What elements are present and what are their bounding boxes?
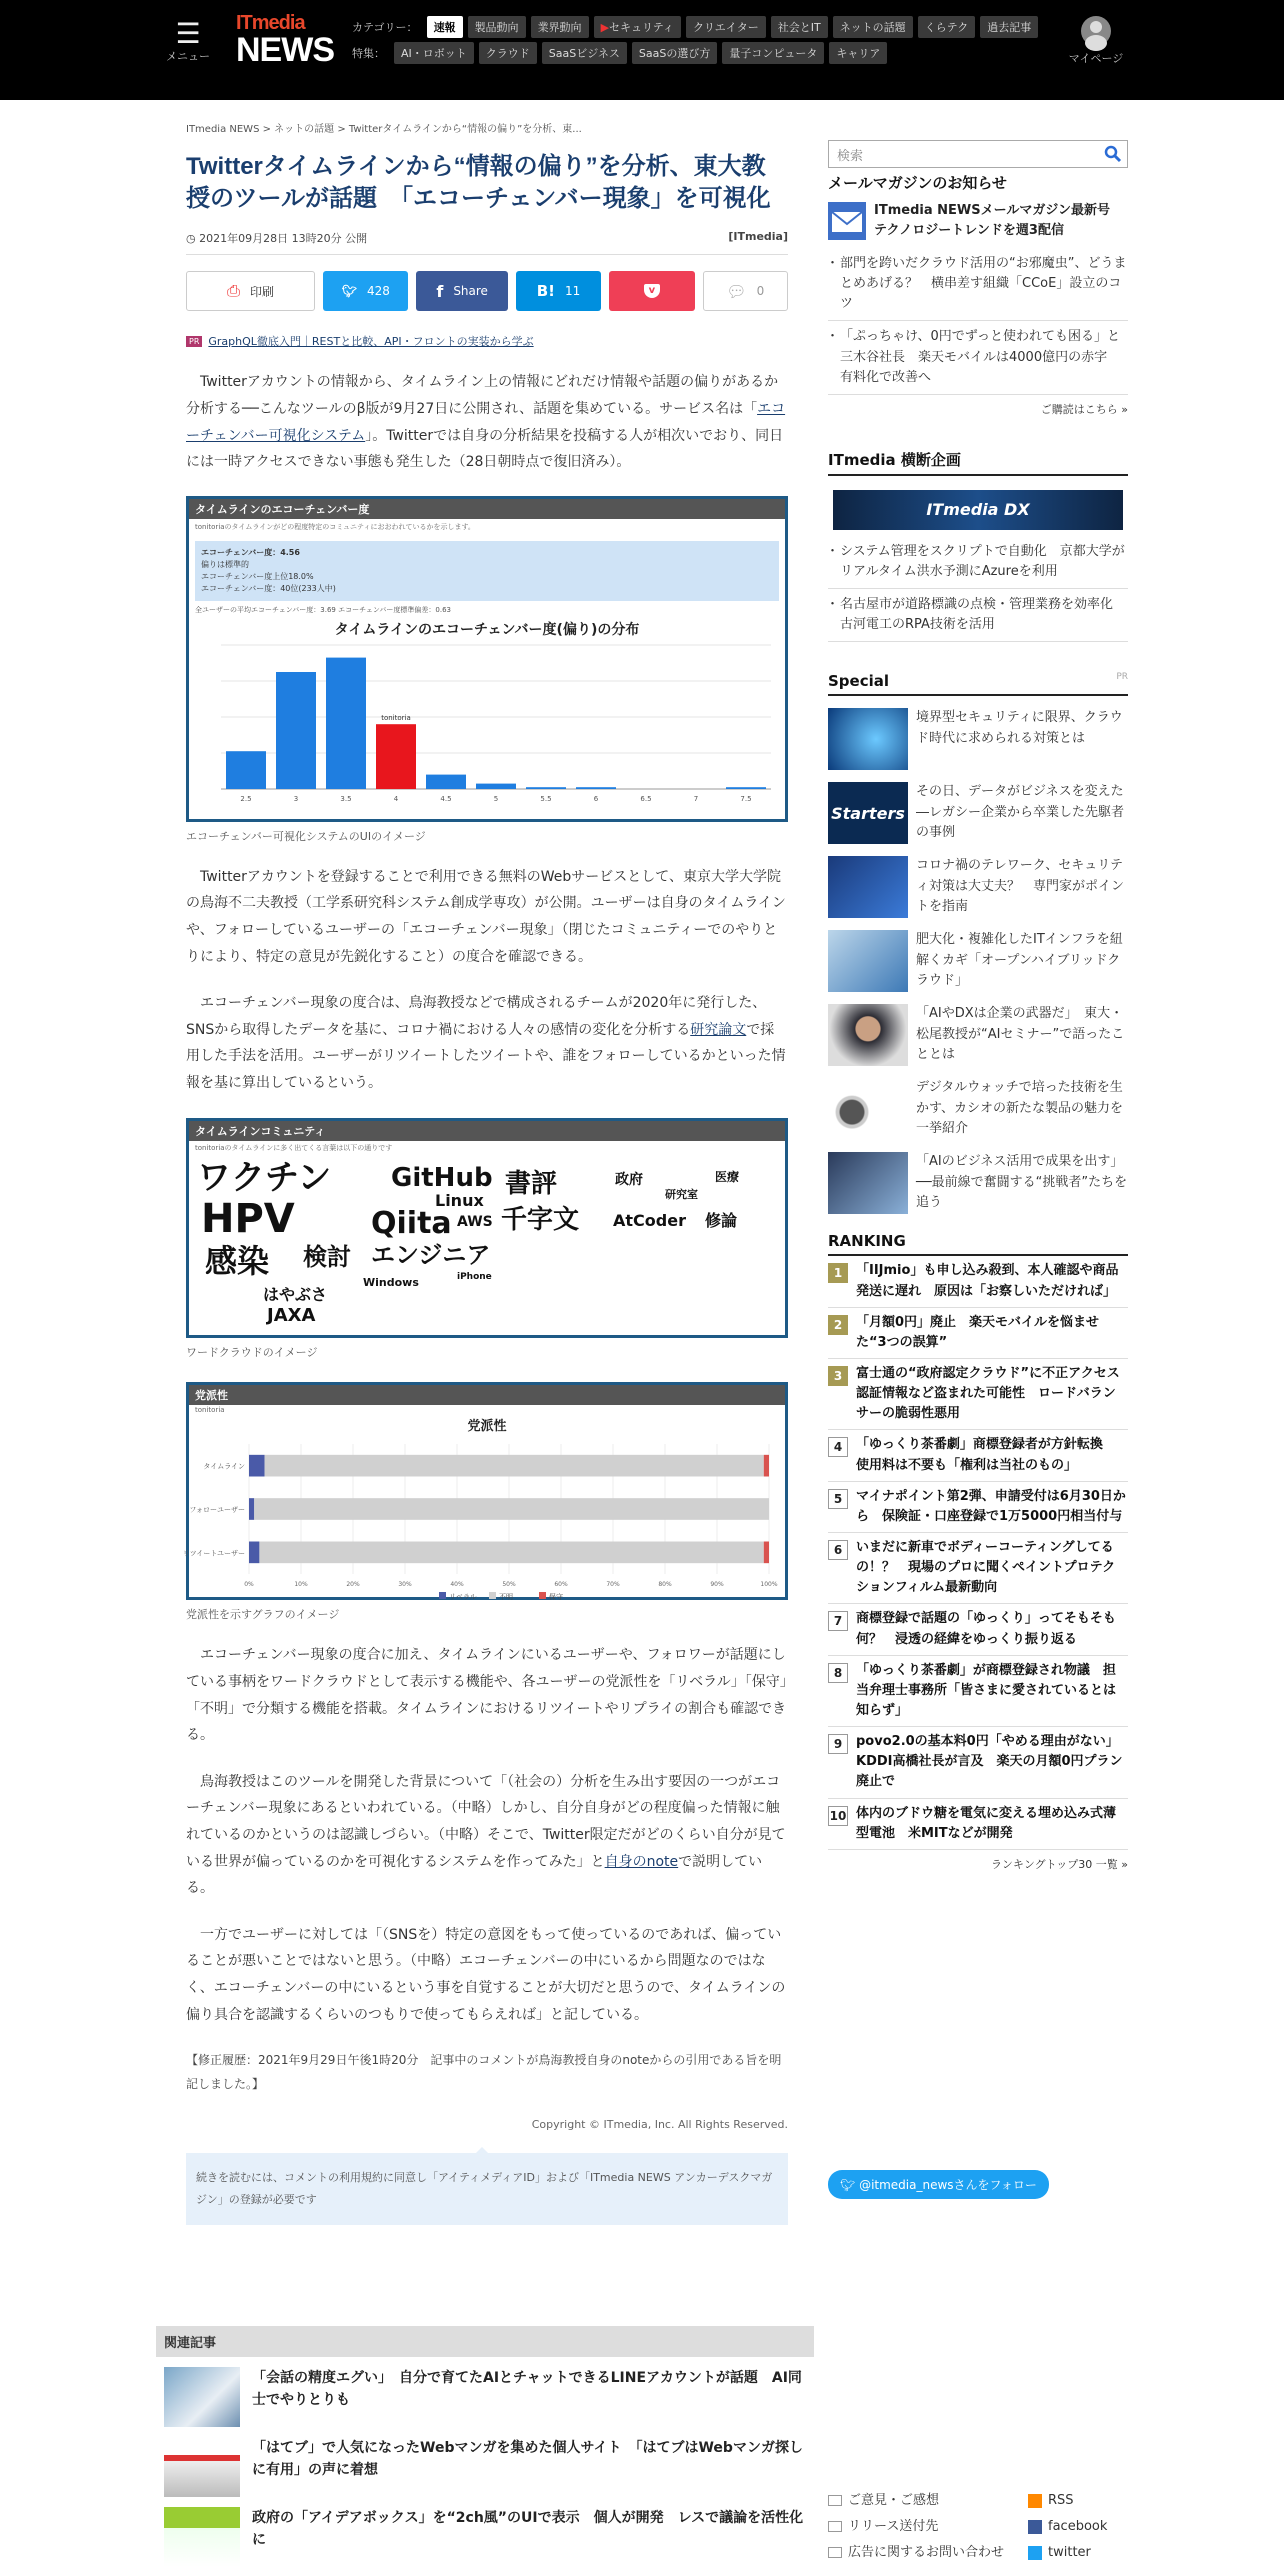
word: 千字文	[501, 1205, 580, 1236]
inline-link[interactable]: 研究論文	[690, 1021, 747, 1038]
nav-category-archive[interactable]: 過去記事	[980, 16, 1038, 38]
publish-date-text: 2021年09月28日 13時20分 公開	[199, 232, 368, 246]
x-tick-label: 50%	[502, 1581, 516, 1589]
mail-icon	[828, 202, 866, 240]
ranking-item[interactable]	[828, 1799, 1128, 1850]
paragraph-4: エコーチェンバー現象の度合に加え、タイムラインにいるユーザーや、フォロワーが話題にしている事柄をワードクラウドとして表示する機能や、各ユーザーの党派性を「リベラル」「保守」「不明」で分類する機能を搭載。タイムラインにおけるリツイートやリプライの割合も確認できる。	[186, 1647, 787, 1744]
stacked-bar-segment	[249, 1499, 254, 1521]
publish-date	[186, 230, 367, 246]
fig1-header: タイムラインのエコーチェンバー度	[189, 499, 785, 519]
ranking-item[interactable]	[828, 1482, 1128, 1533]
mailmag-item[interactable]: ・ 「ぷっちゃけ、0円でずっと使われても困る」と三木谷社長 楽天モバイルは4000億円の赤字 有料化で改善へ	[828, 321, 1128, 394]
follow-label: @itmedia_newsさんをフォロー	[859, 2178, 1037, 2192]
twitter-icon: 🐦︎	[840, 2178, 860, 2192]
word: 感染	[205, 1242, 270, 1281]
nav-category-society[interactable]: 社会とIT	[771, 16, 828, 38]
x-tick-label: 3.5	[340, 794, 352, 803]
nav-category-security[interactable]	[594, 16, 681, 38]
menu-button[interactable]	[164, 17, 212, 64]
related-item[interactable]	[156, 2367, 814, 2427]
pocket-button[interactable]	[609, 271, 694, 311]
copyright: Copyright © ITmedia, Inc. All Rights Reserved.	[531, 2118, 788, 2132]
rank-title: 「ゆっくり茶番劇」が商標登録され物議 担当弁理士事務所「皆さまに愛されているとは知らず」	[856, 1662, 1117, 1718]
ranking-item[interactable]	[828, 1533, 1128, 1604]
search-input[interactable]: 検索	[837, 148, 864, 164]
cross-item[interactable]: ・ 名古屋市が道路標識の点検・管理業務を効率化 古河電工のRPA技術を活用	[828, 589, 1128, 642]
nav-category-industry[interactable]: 業界動向	[531, 16, 589, 38]
mailmag-more-link[interactable]: ご購読はこちら »	[1040, 402, 1128, 416]
ranking-item[interactable]	[828, 1604, 1128, 1655]
legend-label: リベラル	[449, 1593, 477, 1602]
facebook-icon	[1028, 2520, 1042, 2534]
x-tick-label: 5.5	[540, 794, 552, 803]
special-title: デジタルウォッチで培った技術を生かす、カシオの新たな製品の魅力を一挙紹介	[916, 1080, 1123, 1136]
x-tick-label: 6.5	[640, 794, 652, 803]
special-title: 肥大化・複雑化したITインフラを紐解くカギ「オープンハイブリッドクラウド」	[916, 932, 1123, 988]
x-tick-label: 3	[293, 794, 299, 803]
fig1-info-box	[195, 541, 779, 601]
special-heading-text: Special	[828, 672, 890, 691]
fig1-info-line: 偏りは標準的	[201, 559, 249, 569]
site-logo[interactable]	[236, 12, 336, 69]
article	[182, 120, 788, 2225]
special-item[interactable]	[828, 1078, 1128, 1140]
histogram-bar	[326, 657, 366, 788]
x-tick-label: 5	[493, 794, 499, 803]
mailmag-title: ITmedia NEWSメールマガジン最新号 テクノロジートレンドを週3配信	[874, 203, 1124, 238]
sidebar	[828, 140, 1133, 1872]
promo-link[interactable]	[186, 333, 788, 349]
word: 政府	[615, 1172, 643, 1189]
footer-link-twitter[interactable]	[1028, 2540, 1128, 2566]
histogram-bar	[476, 783, 516, 788]
pr-badge: PR	[186, 336, 202, 347]
comment-count: 0	[756, 284, 765, 299]
ranking-more-link[interactable]: ランキングトップ30 一覧 »	[990, 1857, 1128, 1871]
mail-icon	[828, 2547, 842, 2558]
word: ワクチン	[197, 1158, 332, 1199]
fig3-header: 党派性	[189, 1385, 785, 1405]
nav-special-quantum[interactable]: 量子コンピュータ	[722, 42, 824, 64]
special-thumb	[828, 930, 908, 992]
facebook-share-label: Share	[453, 284, 488, 299]
word: エンジニア	[371, 1241, 491, 1270]
rank-title: 富士通の“政府認定クラウド”に不正アクセス 認証情報など盗まれた可能性 ロードバランサーの脆弱性悪用	[856, 1365, 1133, 1422]
nav-special-saas-select[interactable]: SaaSの選び方	[632, 42, 717, 64]
print-icon: ⎙	[227, 281, 240, 301]
nav-category-net[interactable]: ネットの話題	[833, 16, 913, 38]
clock-icon: ◷	[186, 232, 200, 246]
cross-item[interactable]: ・ システム管理をスクリプトで自動化 京都大学がリアルタイム洪水予測にAzureを利用	[828, 536, 1128, 589]
footer-links	[828, 2488, 1128, 2566]
paragraph-1-text: Twitterアカウントの情報から、タイムライン上の情報にどれだけ情報や話題の偏りがあるか分析する──こんなツールのβ版が9月27日に公開され、話題を集めている。サービス名は「エコーチェンバー可視化システム」。Twitterでは自身の分析結果を投稿する人が相次いでおり、同日には一時アクセスできない事態も発生した（28日朝時点で復旧済み）。	[186, 374, 786, 471]
twitter-follow-button[interactable]	[828, 2170, 1049, 2199]
ranking-item[interactable]	[828, 1430, 1128, 1481]
fig1-info-line: エコーチェンバー度上位18.0%	[201, 571, 314, 581]
rank-title: 商標登録で話題の「ゆっくり」ってそもそも何？ 浸透の経緯をゆっくり振り返る	[856, 1611, 1116, 1647]
word: 検討	[303, 1243, 351, 1272]
figure-partisanship[interactable]	[182, 1382, 788, 1602]
rank-title: povo2.0の基本料0円「やめる理由がない」 KDDI高橋社長が言及 楽天の月額0円プラン廃止で	[856, 1734, 1126, 1790]
ranking-item[interactable]	[828, 1359, 1133, 1430]
fig2-note: tonitoriaのタイムラインに多く出てくる言葉は以下の通りです	[195, 1144, 393, 1153]
tweet-button[interactable]	[323, 271, 408, 311]
word: Qiita	[371, 1206, 452, 1242]
special-item[interactable]	[828, 930, 1128, 992]
nav-special-saas[interactable]: SaaSビジネス	[542, 42, 627, 64]
related-title: 政府の「アイデアボックス」を“2ch風”のUIで表示 個人が開発 レスで議論を活性化に	[252, 2510, 804, 2549]
x-tick-label: 30%	[398, 1581, 412, 1589]
footer-link-label: twitter	[1048, 2545, 1091, 2560]
related-title: 「会話の精度エグい」 自分で育てたAIとチャットできるLINEアカウントが話題 AI同士でやりとりも	[252, 2370, 802, 2409]
footer-link-rss[interactable]	[1028, 2488, 1128, 2514]
byline[interactable]: [ITmedia]	[728, 230, 788, 244]
rank-number: 3	[828, 1366, 848, 1386]
wordcloud	[195, 1159, 775, 1331]
word: 医療	[715, 1170, 740, 1185]
x-tick-label: 100%	[760, 1581, 778, 1589]
special-item[interactable]	[828, 1152, 1128, 1214]
nav-category-products[interactable]: 製品動向	[468, 16, 526, 38]
footer-link-label: リリース送付先	[848, 2519, 939, 2534]
search-box[interactable]	[828, 140, 1128, 168]
nav-category-security-label: セキュリティ	[609, 21, 674, 34]
facebook-icon: f	[436, 281, 444, 301]
stacked-bar-segment	[265, 1455, 764, 1477]
nav-special-career[interactable]: キャリア	[829, 42, 887, 64]
rank-title: 「ゆっくり茶番劇」商標登録者が方針転換 使用料は不要も「権利は当社のもの」	[856, 1437, 1116, 1473]
related-title: 「はてブ」で人気になったWebマンガを集めた個人サイト 「はてブはWebマンガ探しに有用」の声に着想	[252, 2440, 803, 2479]
histogram-bar	[726, 787, 766, 789]
footer-link-ads[interactable]	[828, 2540, 1004, 2566]
fig1-chart-title: タイムラインのエコーチェンバー度(偏り)の分布	[334, 621, 640, 638]
special-item[interactable]	[828, 708, 1128, 770]
rank-title: 体内のブドウ糖を電気に変える埋め込み式薄型電池 米MITなどが開発	[856, 1805, 1117, 1841]
related-item[interactable]	[156, 2507, 814, 2567]
x-tick-label: 0%	[244, 1581, 254, 1589]
stacked-bar-segment	[249, 1455, 265, 1477]
category-nav	[352, 16, 1038, 38]
special-thumb	[828, 1078, 908, 1140]
special-nav	[352, 42, 887, 64]
footer-link-label: ご意見・ご感想	[848, 2493, 940, 2508]
related-thumb	[164, 2437, 240, 2497]
nav-category-kurateku[interactable]: くらテク	[918, 16, 976, 38]
fig1-info-line: エコーチェンバー度：40位(233人中)	[201, 583, 336, 593]
fig2-header: タイムラインコミュニティ	[189, 1121, 785, 1141]
fig1-subnote: 全ユーザーの平均エコーチェンバー度：3.69 エコーチェンバー度標準偏差：0.63	[195, 605, 451, 614]
rank-number: 7	[828, 1611, 848, 1631]
logo-itmedia: ITmedia	[236, 12, 305, 34]
paragraph-5: 鳥海教授はこのツールを開発した背景について「（社会の）分析を生み出す要因の一つがエコーチェンバー現象にあるといわれている。（中略）しかし、自分自身がどの程度偏った情報に触れているのかというのは認識しづらい。（中略）そこで、Twitter限定だがどのくらい自分が見ている世界が偏っているのかを可視化するシステムを作ってみた」と自身のnoteで説明している。	[186, 1773, 786, 1897]
special-thumb	[828, 1152, 908, 1214]
site-header	[0, 0, 1284, 100]
x-tick-label: 80%	[658, 1581, 672, 1589]
rank-number: 9	[828, 1734, 848, 1754]
fig1-note: tonitoriaのタイムラインがどの程度特定のコミュニティにおおわれているかを示します。	[195, 522, 475, 531]
row-label: リツイートユーザー	[182, 1549, 245, 1558]
share-bar	[186, 271, 788, 311]
fig1-info-line: エコーチェンバー度：4.56	[201, 547, 300, 557]
fig3-note: tonitoria	[195, 1406, 225, 1415]
breadcrumb[interactable]: ITmedia NEWS > ネットの話題 > Twitterタイムラインから“情報の偏り”を分析、東...	[186, 124, 582, 135]
related-thumb	[164, 2507, 240, 2567]
row-label: タイムライン	[203, 1463, 245, 1472]
article-meta	[186, 230, 788, 255]
x-tick-label: 40%	[450, 1581, 464, 1589]
mailmag-latest[interactable]	[828, 201, 1128, 240]
mypage-button[interactable]	[1066, 16, 1126, 66]
footer-link-release[interactable]	[828, 2514, 1004, 2540]
word: AtCoder	[613, 1211, 686, 1231]
ranking-item[interactable]	[828, 1256, 1128, 1307]
twitter-icon	[1028, 2546, 1042, 2560]
twitter-icon: 🐦︎	[341, 284, 357, 299]
histogram-bar	[526, 787, 566, 789]
legend-label: 保守	[549, 1593, 563, 1602]
revision-note: 【修正履歴：2021年9月29日午後1時20分 記事中のコメントが鳥海教授自身のnoteからの引用である旨を明記しました。】	[186, 2053, 782, 2092]
comment-button[interactable]	[703, 271, 788, 311]
row-label: フォローユーザー	[189, 1506, 245, 1515]
fig1-caption: エコーチェンバー可視化システムのUIのイメージ	[186, 829, 426, 843]
fig3-caption: 党派性を示すグラフのイメージ	[186, 1608, 340, 1622]
rank-number: 5	[828, 1489, 848, 1509]
category-label: カテゴリー：	[352, 21, 418, 34]
nav-category-sokuho[interactable]: 速報	[427, 16, 463, 38]
x-tick-label: 90%	[710, 1581, 724, 1589]
inline-link[interactable]: エコーチェンバー可視化システム	[186, 400, 786, 444]
rank-title: 「月額0円」廃止 楽天モバイルを悩ませた“3つの誤算”	[856, 1314, 1100, 1350]
ranking-heading: RANKING	[828, 1232, 1128, 1256]
rank-number: 6	[828, 1540, 848, 1560]
menu-label: メニュー	[166, 50, 210, 63]
login-notice: 続きを読むには、コメントの利用規約に同意し「アイティメディアID」および「ITmedia NEWS アンカーデスクマガジン」の登録が必要です	[186, 2153, 788, 2225]
related-item[interactable]	[156, 2437, 814, 2497]
hatena-count: 11	[565, 284, 581, 299]
rank-title: 「IIJmio」も申し込み殺到、本人確認や商品発送に遅れ 原因は「お察しいただければ」	[856, 1263, 1119, 1299]
histogram-bar	[426, 774, 466, 788]
highlight-label: tonitoria	[381, 713, 411, 722]
footer-link-label: 広告に関するお問い合わせ	[848, 2545, 1005, 2560]
legend-swatch	[539, 1592, 546, 1599]
paragraph-3: エコーチェンバー現象の度合は、鳥海教授などで構成されるチームが2020年に発行した、SNSから取得したデータを基に、コロナ禍における人々の感情の変化を分析する研究論文で採用した手法を活用。ユーザーがリツイートしたツイートや、誰をフォローしているかといった情報を基に算出しているという。	[186, 995, 786, 1091]
partisanship-chart	[182, 1434, 779, 1606]
ranking-item[interactable]	[828, 1308, 1128, 1359]
word: iPhone	[457, 1272, 492, 1283]
word: はやぶさ	[263, 1285, 328, 1305]
word: HPV	[201, 1196, 295, 1243]
fig2-caption: ワードクラウドのイメージ	[186, 1346, 318, 1360]
legend-label: 不明	[499, 1593, 513, 1602]
figure-wordcloud[interactable]	[186, 1118, 788, 1338]
nav-special-ai[interactable]: AI・ロボット	[394, 42, 474, 64]
footer-link-label: RSS	[1048, 2493, 1074, 2508]
x-tick-label: 2.5	[240, 794, 252, 803]
rank-title: いまだに新車でボディーコーティングしてるの！？ 現場のプロに聞くペイントプロテクションフィルム最新動向	[856, 1539, 1116, 1596]
footer-link-facebook[interactable]	[1028, 2514, 1128, 2540]
special-thumb	[828, 856, 908, 918]
special-title: 「AIのビジネス活用で成果を出す」──最前線で奮闘する“挑戦者”たちを追う	[916, 1154, 1128, 1210]
rank-number: 8	[828, 1663, 848, 1683]
paragraph-6: 一方でユーザーに対しては「（SNSを）特定の意図をもって使っているのであれば、偏っていることが悪いことではないと思う。（中略）エコーチェンバーの中にいるから問題なのではなく、エコーチェンバーの中にいるという事を自覚することが大切だと思うので、タイムラインの偏り具合を認識するくらいのつもりで使ってもらえれば」と記している。	[186, 1926, 786, 2023]
related-heading: 関連記事	[156, 2326, 814, 2357]
word: AWS	[457, 1214, 493, 1231]
special-thumb: Starters	[828, 782, 908, 844]
histogram-bar	[276, 672, 316, 789]
print-label: 印刷	[249, 284, 274, 299]
rank-number: 4	[828, 1437, 848, 1457]
fig3-chart-title: 党派性	[467, 1419, 507, 1435]
related-thumb	[164, 2367, 240, 2427]
special-title: 「AIやDXは企業の武器だ」 東大・松尾教授が“AIセミナー”で語ったこととは	[916, 1006, 1125, 1062]
special-item[interactable]	[828, 856, 1128, 918]
search-button[interactable]	[1099, 141, 1127, 167]
special-title: 境界型セキュリティに限界、クラウド時代に求められる対策とは	[916, 710, 1123, 746]
print-button[interactable]	[186, 271, 315, 311]
special-thumb	[828, 1004, 908, 1066]
word: Windows	[363, 1276, 419, 1290]
ranking-list	[828, 1256, 1133, 1849]
special-title: その日、データがビジネスを変えた―レガシー企業から卒業した先駆者の事例	[916, 784, 1125, 840]
histogram-bar	[576, 787, 616, 789]
mail-icon	[828, 2495, 842, 2506]
paragraph-1	[186, 369, 788, 475]
stacked-bar-segment	[764, 1455, 769, 1477]
special-title: コロナ禍のテレワーク、セキュリティ対策は大丈夫？ 専門家がポイントを指南	[916, 858, 1125, 914]
word: 研究室	[665, 1188, 698, 1202]
x-tick-label: 7.5	[740, 794, 752, 803]
tweet-count: 428	[366, 284, 390, 299]
mailmag-item[interactable]: ・ 部門を跨いだクラウド活用の“お邪魔虫”、どうまとめあげる？ 横串差す組織「CCoE」設立のコツ	[828, 248, 1128, 321]
promo-text: GraphQL徹底入門｜RESTと比較、API・フロントの実装から学ぶ	[208, 335, 534, 349]
legend-swatch	[439, 1592, 446, 1599]
nav-special-cloud[interactable]: クラウド	[479, 42, 537, 64]
echo-histogram	[191, 639, 781, 809]
article-title: Twitterタイムラインから“情報の偏り”を分析、東大教授のツールが話題 「エコーチェンバー現象」を可視化	[186, 153, 771, 212]
word: 修論	[705, 1211, 738, 1231]
special-label: 特集：	[352, 47, 385, 60]
x-tick-label: 4.5	[440, 794, 452, 803]
inline-link[interactable]: 自身のnote	[604, 1853, 679, 1870]
special-thumb	[828, 708, 908, 770]
itmedia-dx-banner[interactable]: ITmedia DX	[833, 490, 1123, 530]
special-item[interactable]	[828, 782, 1128, 844]
mailmag-heading: メールマガジンのお知らせ	[828, 174, 1007, 192]
footer-link-feedback[interactable]	[828, 2488, 1004, 2514]
x-tick-label: 10%	[294, 1581, 308, 1589]
security-mark-icon: ▶	[600, 21, 610, 34]
legend-swatch	[489, 1592, 496, 1599]
stacked-bar-segment	[259, 1542, 763, 1564]
paragraph-2: Twitterアカウントを登録することで利用できる無料のWebサービスとして、東京大学大学院の鳥海不二夫教授（工学系研究科システム創成学専攻）が公開。ユーザーは自身のタイムラインや、フォローしているユーザーの「エコーチェンバー現象」（閉じたコミュニティーでのやりとりにより、特定の意見が先鋭化すること）の度合を確認できる。	[186, 868, 786, 965]
related-articles	[156, 2326, 814, 2567]
stacked-bar-segment	[254, 1499, 769, 1521]
special-heading	[828, 672, 1128, 696]
stacked-bar-segment	[249, 1542, 259, 1564]
footer-link-label: facebook	[1048, 2519, 1108, 2534]
logo-news: NEWS	[236, 31, 334, 69]
x-tick-label: 7	[693, 794, 699, 803]
facebook-share-button[interactable]	[416, 271, 507, 311]
x-tick-label: 60%	[554, 1581, 568, 1589]
rss-icon	[1028, 2494, 1042, 2508]
rank-number: 2	[828, 1315, 848, 1335]
histogram-bar	[376, 724, 416, 789]
pocket-icon: v	[644, 284, 660, 298]
user-icon	[1081, 16, 1111, 46]
word: Linux	[435, 1191, 484, 1211]
mypage-label: マイページ	[1068, 52, 1124, 65]
word: 書評	[505, 1169, 558, 1200]
rank-title: マイナポイント第2弾、申請受付は6月30日から 保険証・口座登録で1万5000円相当付与	[856, 1488, 1126, 1524]
x-tick-label: 4	[393, 794, 399, 803]
stacked-bar-segment	[764, 1542, 769, 1564]
special-item[interactable]	[828, 1004, 1128, 1066]
ranking-item[interactable]	[828, 1656, 1128, 1727]
hatena-icon: B!	[536, 282, 556, 301]
x-tick-label: 6	[593, 794, 599, 803]
x-tick-label: 70%	[606, 1581, 620, 1589]
hatena-button[interactable]	[516, 271, 601, 311]
ranking-item[interactable]	[828, 1727, 1128, 1798]
x-tick-label: 20%	[346, 1581, 360, 1589]
cross-heading: ITmedia 横断企画	[828, 449, 1128, 476]
rank-number: 10	[828, 1806, 848, 1826]
figure-echo-ui[interactable]	[186, 496, 788, 822]
mail-icon	[828, 2521, 842, 2532]
histogram-bar	[226, 751, 266, 789]
hamburger-icon: ☰	[175, 17, 201, 50]
search-icon	[1104, 145, 1122, 163]
comment-icon: 💬︎	[726, 281, 747, 301]
rank-number: 1	[828, 1263, 848, 1283]
word: GitHub	[391, 1163, 493, 1194]
pr-label: PR	[1116, 672, 1128, 683]
nav-category-creator[interactable]: クリエイター	[686, 16, 766, 38]
word: JAXA	[267, 1305, 316, 1327]
